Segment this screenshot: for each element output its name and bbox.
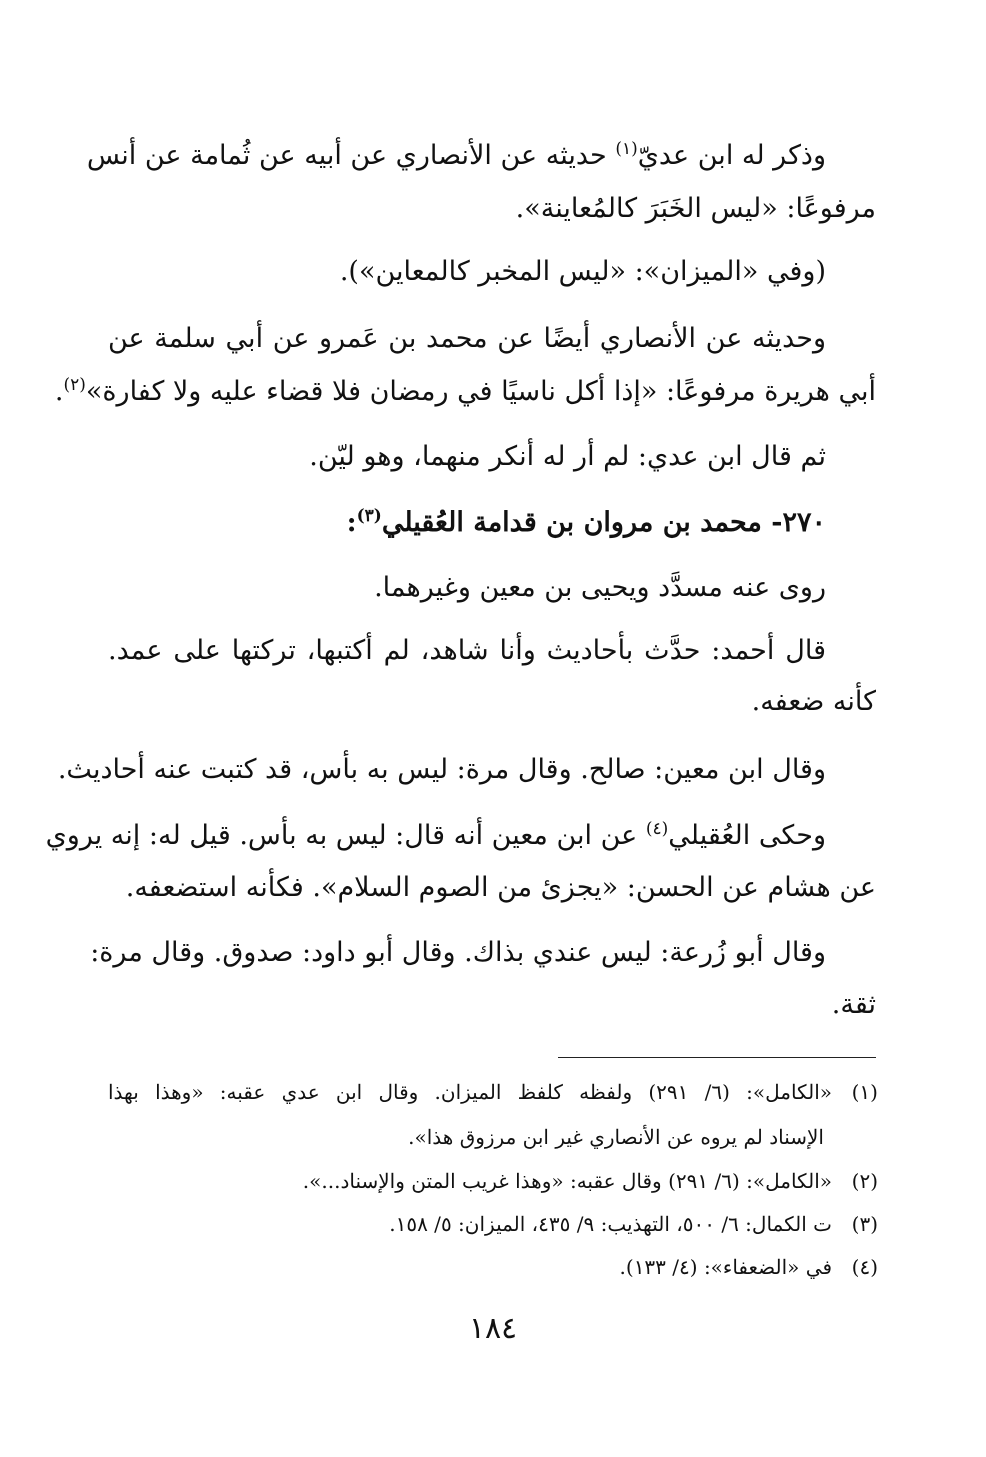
footnote-3 bbox=[108, 1210, 878, 1238]
paragraph-9-line-2: ثقة. bbox=[831, 989, 876, 1020]
footnote-text: «الكامل»: (٦/ ٢٩١) ولفظه كلفظ الميزان. وقال ابن عدي عقبه: «وهذا بهذا bbox=[108, 1080, 832, 1104]
footnote-1-line-1 bbox=[108, 1078, 878, 1106]
footnote-text: «الكامل»: (٦/ ٢٩١) وقال عقبه: «وهذا غريب المتن والإسناد...». bbox=[302, 1169, 832, 1193]
text-run: عن ابن معين أنه قال: ليس به بأس. قيل له: إنه يروي bbox=[45, 820, 646, 851]
footnote-ref-1: (١) bbox=[615, 139, 638, 159]
text-run: وحكى العُقيلي bbox=[668, 820, 826, 851]
text-run: حديثه عن الأنصاري عن أبيه عن ثُمامة عن أنس bbox=[86, 140, 616, 171]
entry-title: ٢٧٠- محمد بن مروان بن قدامة العُقيلي bbox=[381, 507, 826, 538]
paragraph-3-line-1: وحديثه عن الأنصاري أيضًا عن محمد بن عَمرو عن أبي سلمة عن bbox=[108, 323, 826, 354]
footnote-4 bbox=[108, 1253, 878, 1281]
page-number: ١٨٤ bbox=[468, 1311, 518, 1346]
text-run: : bbox=[346, 507, 357, 538]
paragraph-8-line-1 bbox=[45, 818, 826, 854]
paragraph-1-line-1 bbox=[86, 138, 826, 174]
footnote-number: (١) bbox=[851, 1080, 878, 1104]
footnote-number: (٣) bbox=[851, 1212, 878, 1236]
footnote-text: في «الضعفاء»: (٤/ ١٣٣). bbox=[619, 1255, 832, 1279]
paragraph-5-line-1: روى عنه مسدَّد ويحيى بن معين وغيرهما. bbox=[374, 572, 826, 603]
footnote-2 bbox=[108, 1167, 878, 1195]
footnote-ref-3: (٣) bbox=[356, 506, 382, 526]
paragraph-3-line-2 bbox=[54, 374, 876, 410]
footnote-text: ت الكمال: ٦/ ٥٠٠، التهذيب: ٩/ ٤٣٥، الميزان: ٥/ ١٥٨. bbox=[389, 1212, 832, 1236]
text-run: . bbox=[54, 376, 64, 407]
paragraph-6-line-1: قال أحمد: حدَّث بأحاديث وأنا شاهد، لم أكتبها، تركتها على عمد. bbox=[108, 635, 826, 666]
footnote-1-line-2: الإسناد لم يروه عن الأنصاري غير ابن مرزوق هذا». bbox=[408, 1125, 824, 1149]
footnote-separator bbox=[558, 1057, 876, 1058]
text-run: وذكر له ابن عديّ bbox=[637, 140, 826, 171]
text-run: أبي هريرة مرفوعًا: «إذا أكل ناسيًا في رمضان فلا قضاء عليه ولا كفارة» bbox=[85, 376, 876, 407]
paragraph-6-line-2: كأنه ضعفه. bbox=[751, 686, 876, 717]
entry-heading-270 bbox=[108, 505, 826, 541]
paragraph-7-line-1: وقال ابن معين: صالح. وقال مرة: ليس به بأس، قد كتبت عنه أحاديث. bbox=[57, 754, 826, 785]
paragraph-9-line-1: وقال أبو زُرعة: ليس عندي بذاك. وقال أبو داود: صدوق. وقال مرة: bbox=[90, 937, 826, 968]
paragraph-1-line-2: مرفوعًا: «ليس الخَبَرَ كالمُعاينة». bbox=[515, 193, 876, 224]
footnote-number: (٤) bbox=[851, 1255, 878, 1279]
footnote-ref-2: (٢) bbox=[63, 375, 86, 395]
footnote-ref-4: (٤) bbox=[645, 819, 669, 839]
paragraph-8-line-2: عن هشام عن الحسن: «يجزئ من الصوم السلام». فكأنه استضعفه. bbox=[125, 872, 876, 903]
footnote-number: (٢) bbox=[851, 1169, 878, 1193]
paragraph-4-line-1: ثم قال ابن عدي: لم أر له أنكر منهما، وهو ليّن. bbox=[309, 441, 826, 472]
paragraph-2-line-1: (وفي «الميزان»: «ليس المخبر كالمعاين»). bbox=[339, 256, 826, 287]
